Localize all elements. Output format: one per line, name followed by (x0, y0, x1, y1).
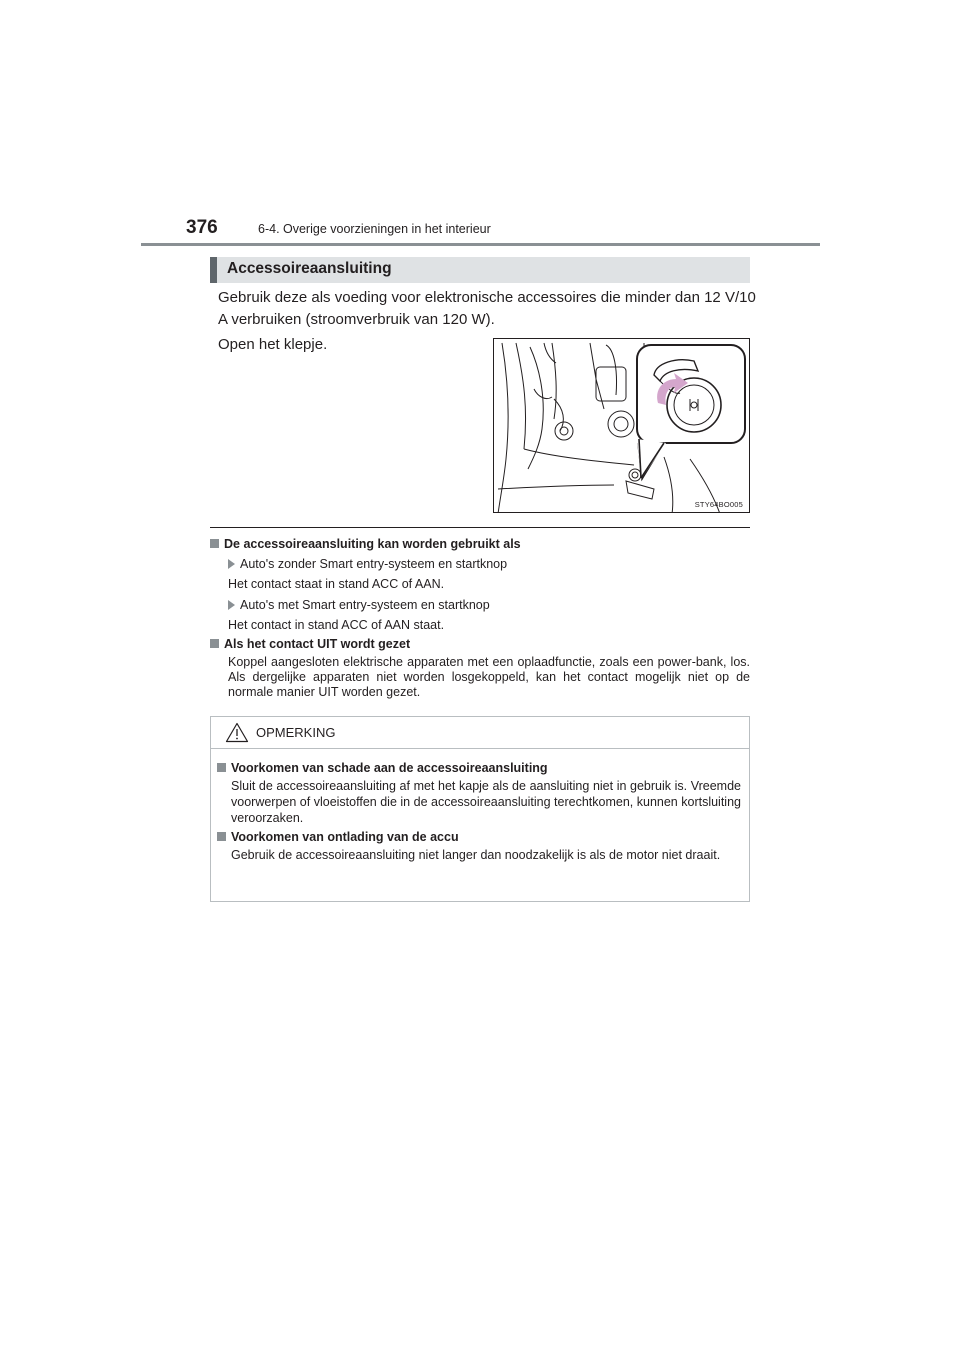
notice-paragraph: Sluit de accessoireaansluiting af met het kapje als de aansluiting niet in gebruik is. Vreemde voorwerpen of vloeistoffen die in de accessoireaansluiting terechtkomen, kunnen kortsluiting veroorzaken. (231, 779, 741, 825)
running-header: 6-4. Overige voorzieningen in het interieur (258, 222, 491, 236)
info-paragraph: Koppel aangesloten elektrische apparaten met een oplaadfunctie, zoals een power-bank, los. Als dergelijke apparaten niet worden losgekoppeld, kan het contact mogelijk niet op de normale manier UIT worden gezet. (228, 655, 750, 699)
notice-paragraph: Gebruik de accessoireaansluiting niet langer dan noodzakelijk is als de motor niet draait. (231, 848, 721, 862)
section-title: Accessoireaansluiting (227, 260, 392, 277)
info-heading: De accessoireaansluiting kan worden gebruikt als (210, 535, 750, 553)
intro-paragraph: Gebruik deze als voeding voor elektronische accessoires die minder dan 12 V/10 A verbruiken (stroomverbruik van 120 W). (218, 289, 756, 328)
content-rule (210, 527, 750, 528)
notice-heading: Voorkomen van ontlading van de accu (217, 828, 749, 846)
square-bullet-icon (210, 639, 219, 648)
notice-heading: Voorkomen van schade aan de accessoireaansluiting (217, 759, 749, 777)
list-item: Auto's met Smart entry-systeem en startknop (228, 595, 750, 615)
figure-code: STY64BO005 (694, 500, 743, 509)
list-item: Auto's zonder Smart entry-systeem en startknop (228, 554, 750, 574)
triangle-bullet-icon (228, 559, 235, 569)
info-text: Het contact in stand ACC of AAN staat. (228, 618, 445, 632)
square-bullet-icon (210, 539, 219, 548)
square-bullet-icon (217, 832, 226, 841)
warning-triangle-icon (225, 722, 249, 743)
notice-label: OPMERKING (256, 725, 336, 740)
info-heading: Als het contact UIT wordt gezet (210, 635, 750, 653)
dashboard-drawing (494, 339, 750, 513)
step-text: Open het klepje. (218, 336, 328, 353)
accessory-socket-illustration (493, 338, 750, 513)
triangle-bullet-icon (228, 600, 235, 610)
info-text: Het contact staat in stand ACC of AAN. (228, 577, 445, 591)
page-number: 376 (186, 217, 218, 238)
header-rule (141, 243, 820, 246)
notice-box (210, 716, 750, 902)
section-title-bar (210, 257, 750, 283)
info-section (210, 535, 750, 700)
square-bullet-icon (217, 763, 226, 772)
notice-header (211, 717, 749, 749)
notice-body (211, 759, 749, 863)
